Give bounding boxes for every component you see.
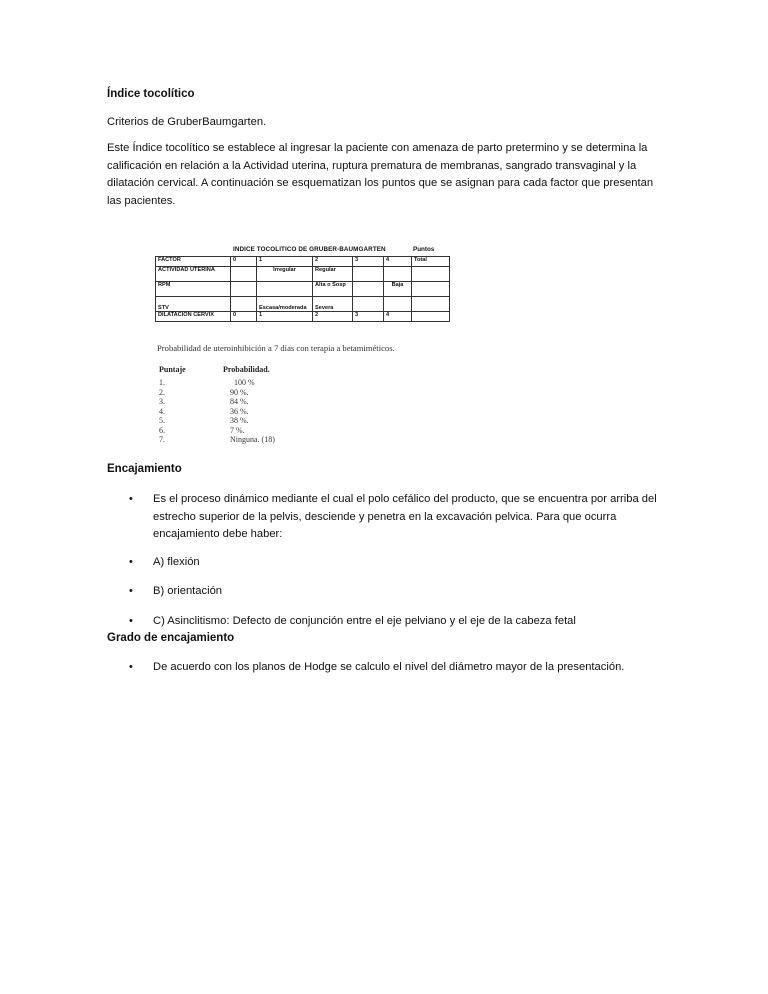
- table-cell: DILATACION CERVIX: [156, 312, 231, 322]
- table-cell: [353, 267, 384, 282]
- table-cell: Baja: [384, 282, 412, 297]
- bullet-icon: •: [129, 493, 133, 505]
- table-row: [156, 312, 450, 322]
- table-cell: FACTOR: [156, 257, 231, 267]
- table-cell: [412, 312, 450, 322]
- list-item: 100 %: [234, 378, 255, 387]
- table-cell: [353, 297, 384, 312]
- list-item: 5.: [159, 416, 165, 425]
- table-cell: [384, 297, 412, 312]
- puntaje-list: [159, 378, 165, 445]
- list-item: 7.: [159, 435, 165, 444]
- table-cell: [412, 267, 450, 282]
- table-title: INDICE TOCOLITICO DE GRUBER-BAUMGARTEN: [233, 246, 386, 253]
- list-item: [107, 659, 667, 677]
- list-item-text: De acuerdo con los planos de Hodge se calculo el nivel del diámetro mayor de la presentación.: [153, 661, 625, 673]
- list-item: 1.: [159, 378, 165, 387]
- table-cell: Irregular: [257, 267, 313, 282]
- section-heading-encajamiento: Encajamiento: [107, 463, 182, 475]
- table-cell: STV: [156, 297, 231, 312]
- indice-paragraph: Este Índice tocolítico se establece al ingresar la paciente con amenaza de parto pretermino y se determina la calificación en relación a la Actividad uterina, ruptura prematura de membranas, sangrado transvaginal y la dilatación cervical. A continuación se esquematizan los puntos que se asignan para cada factor que presentan las pacientes.: [107, 142, 654, 207]
- bullet-icon: •: [129, 585, 133, 597]
- probabilidad-header: Probabilidad.: [223, 365, 270, 374]
- table-cell: 3: [353, 257, 384, 267]
- table-cell: 2: [313, 312, 353, 322]
- table-cell: [257, 282, 313, 297]
- table-cell: 0: [231, 312, 257, 322]
- tocolytic-table: [155, 256, 450, 322]
- bullet-icon: •: [129, 555, 133, 568]
- table-cell: ACTIVIDAD UTERINA: [156, 267, 231, 282]
- probabilidad-list: [230, 378, 275, 445]
- grado-list: [107, 659, 667, 677]
- list-item-text: B) orientación: [153, 585, 223, 597]
- table-cell: [384, 267, 412, 282]
- bullet-icon: •: [129, 661, 133, 673]
- list-item: [107, 554, 667, 572]
- encajamiento-list: [107, 491, 667, 630]
- table-cell: 2: [313, 257, 353, 267]
- table-cell: [231, 282, 257, 297]
- table-cell: [231, 267, 257, 282]
- puntaje-header: Puntaje: [159, 365, 186, 374]
- table-cell: 1: [257, 257, 313, 267]
- table-cell: Alta o Sosp: [313, 282, 353, 297]
- section-heading-indice: Índice tocolítico: [107, 88, 195, 100]
- table-row: [156, 297, 450, 312]
- table-row: [156, 267, 450, 282]
- table-cell: 4: [384, 312, 412, 322]
- table-cell: [412, 297, 450, 312]
- table-cell: [353, 282, 384, 297]
- table-cell: Regular: [313, 267, 353, 282]
- table-cell: Total: [412, 257, 450, 267]
- table-cell: 0: [231, 257, 257, 267]
- list-item: 4.: [159, 406, 165, 416]
- table-cell: Severa: [313, 297, 353, 312]
- list-item: 3.: [159, 397, 165, 406]
- list-item: 2.: [159, 387, 165, 397]
- table-cell: 3: [353, 312, 384, 322]
- table-puntos-label: Puntos: [413, 246, 435, 253]
- list-item: [107, 613, 667, 631]
- table-cell: 4: [384, 257, 412, 267]
- list-item: [107, 491, 667, 544]
- list-item: 36 %.: [230, 406, 249, 416]
- table-cell: [231, 297, 257, 312]
- bullet-icon: •: [129, 614, 133, 627]
- list-item-text: C) Asinclitismo: Defecto de conjunción entre el eje pelviano y el eje de la cabeza fetal: [153, 614, 576, 627]
- list-item: Ninguna. (18): [230, 435, 275, 444]
- list-item-text: A) flexión: [153, 555, 200, 568]
- list-item: [107, 583, 667, 601]
- list-item: 38 %.: [230, 416, 249, 425]
- list-item: 84 %.: [230, 397, 249, 406]
- table-cell: RPM: [156, 282, 231, 297]
- list-item: 6.: [159, 425, 165, 435]
- list-item: 7 %.: [230, 425, 245, 435]
- table-header-row: [156, 257, 450, 267]
- probability-caption: Probabilidad de uteroinhibición a 7 días con terapia a betamiméticos.: [157, 343, 395, 353]
- section-heading-grado: Grado de encajamiento: [107, 632, 235, 644]
- list-item-text: Es el proceso dinámico mediante el cual el polo cefálico del producto, que se encuentra por arriba del estrecho superior de la pelvis, desciende y penetra en la excavación pelvica. Para que ocurra encajamiento debe haber:: [153, 493, 657, 540]
- list-item: 90 %.: [230, 387, 249, 397]
- table-cell: 1: [257, 312, 313, 322]
- tocolytic-index-image: [155, 245, 455, 455]
- table-cell: Escasa/moderada: [257, 297, 313, 312]
- criteria-line: Criterios de GruberBaumgarten.: [107, 116, 267, 128]
- table-cell: [412, 282, 450, 297]
- table-row: [156, 282, 450, 297]
